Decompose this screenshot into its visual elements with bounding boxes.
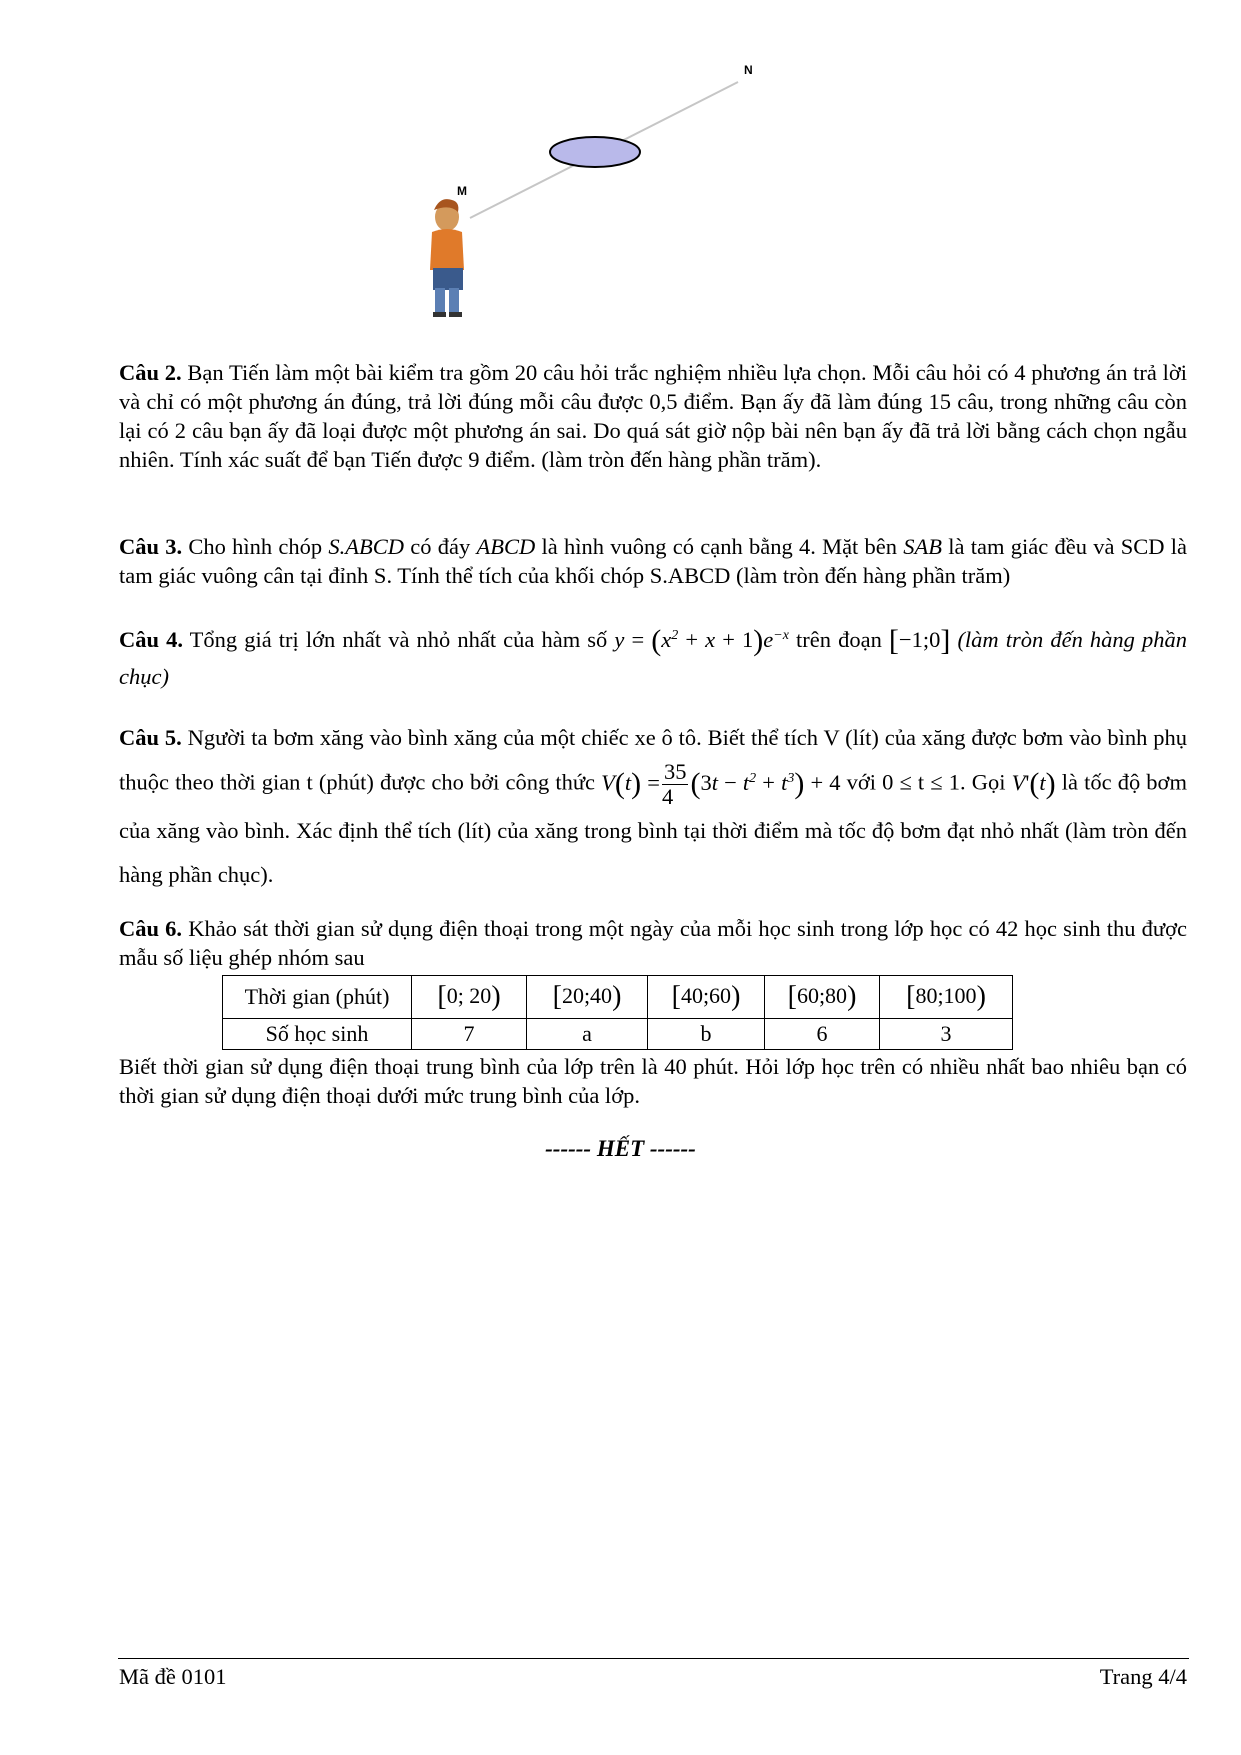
table-row	[223, 976, 1013, 1019]
end-mark: ------ HẾT ------	[545, 1136, 696, 1161]
pyramid-name: S.ABCD	[328, 534, 405, 559]
footer-page-number: Trang 4/4	[1099, 1664, 1187, 1689]
question-6-text: Khảo sát thời gian sử dụng điện thoại trong một ngày của mỗi học sinh trong lớp học có 42 học sinh thu được mẫu số liệu ghép nhóm sau	[119, 916, 1187, 970]
question-5	[119, 716, 1187, 897]
footer-exam-code: Mã đề 0101	[119, 1664, 227, 1689]
question-3-title: Câu 3.	[119, 534, 183, 559]
table-header-time: Thời gian (phút)	[223, 976, 412, 1019]
interval-formula: [−1;0]	[888, 624, 951, 657]
question-6	[119, 914, 1187, 972]
question-5-text-3: . Gọi	[959, 769, 1012, 795]
balloon-ellipse	[550, 137, 640, 167]
derivative-formula: V'(t)	[1011, 766, 1056, 800]
point-n-label: N	[744, 63, 753, 77]
fraction-numerator: 35	[663, 759, 687, 784]
question-4	[119, 622, 1187, 695]
question-4-title: Câu 4.	[119, 627, 183, 652]
table-cell-interval: [40;60)	[648, 976, 765, 1019]
base-name: ABCD	[476, 534, 536, 559]
question-5-text-1: Người ta bơm xăng vào bình xăng của một chiếc xe ô tô. Biết thể tích V (lít) của xăng được bơm vào bình phụ thuộc theo thời gian t (phút) được cho bởi công thức	[119, 725, 1187, 795]
table-cell-interval: [0; 20)	[412, 976, 527, 1019]
question-3-text-2: có đáy	[404, 534, 477, 559]
data-table	[222, 975, 1013, 1050]
question-6-title: Câu 6.	[119, 916, 183, 941]
volume-formula: V(t) = $\frac{35}{4}$ $(3t - t^2 + t^3) + 4$	[601, 759, 841, 809]
question-3-text-1: Cho hình chóp	[182, 534, 329, 559]
question-2	[119, 358, 1187, 474]
question-6-after: Biết thời gian sử dụng điện thoại trung bình của lớp trên là 40 phút. Hỏi lớp học trên có nhiều nhất bao nhiêu bạn có thời gian sử dụng điện thoại dưới mức trung bình của lớp.	[119, 1054, 1187, 1108]
table-cell-count: b	[648, 1019, 765, 1050]
question-4-text-1: Tổng giá trị lớn nhất và nhỏ nhất của hàm số	[182, 627, 615, 652]
question-3	[119, 532, 1187, 590]
table-cell-count: a	[527, 1019, 648, 1050]
table-cell-count: 3	[880, 1019, 1013, 1050]
fraction-denominator: 4	[661, 784, 674, 809]
table-cell-interval: [80;100)	[880, 976, 1013, 1019]
interval-value: −1;0	[898, 627, 941, 652]
footer-divider	[118, 1658, 1189, 1659]
table-cell-interval: [60;80)	[765, 976, 880, 1019]
question-3-text-4: là tam giác đều và SCD là tam giác vuông cân tại đỉnh S. Tính thể tích của khối chóp S.ABCD (làm tròn đến hàng phần trăm)	[119, 534, 1187, 588]
point-m-label: M	[457, 184, 467, 198]
time-condition: 0 ≤ t ≤ 1	[882, 769, 960, 795]
balloon-figure	[457, 60, 870, 335]
table-cell-interval: [20;40)	[527, 976, 648, 1019]
face-name: SAB	[903, 534, 943, 559]
table-header-count: Số học sinh	[223, 1019, 412, 1050]
question-2-text: Bạn Tiến làm một bài kiểm tra gồm 20 câu hỏi trắc nghiệm nhiều lựa chọn. Mỗi câu hỏi có 4 phương án trả lời và chỉ có một phương án đúng, trả lời đúng mỗi câu được 0,5 điểm. Bạn ấy đã làm đúng 15 câu, trong những câu còn lại có 2 câu bạn ấy đã loại được một phương án sai. Do quá sát giờ nộp bài nên bạn ấy đã trả lời bằng cách chọn ngẫu nhiên. Tính xác suất để bạn Tiến được 9 điểm. (làm tròn đến hàng phần trăm).	[119, 360, 1187, 472]
function-formula: $y = (x^2 + x + 1)e^{-x}$	[614, 624, 789, 657]
question-2-title: Câu 2.	[119, 360, 182, 385]
boy-icon	[430, 199, 464, 317]
table-cell-count: 7	[412, 1019, 527, 1050]
table-cell-count: 6	[765, 1019, 880, 1050]
table-row	[223, 1019, 1013, 1050]
question-4-text-2: trên đoạn	[796, 627, 889, 652]
question-5-text-4: là tốc độ bơm của xăng vào bình. Xác định thể tích (lít) của xăng trong bình tại thời điểm mà tốc độ bơm đạt nhỏ nhất (làm tròn đến hàng phần chục).	[119, 769, 1187, 887]
question-3-text-3: là hình vuông có cạnh bằng 4. Mặt bên	[535, 534, 904, 559]
question-5-text-2: với	[840, 769, 883, 795]
question-5-title: Câu 5.	[119, 725, 182, 750]
question-4-text-3: (làm tròn đến hàng phần chục)	[119, 627, 1188, 689]
